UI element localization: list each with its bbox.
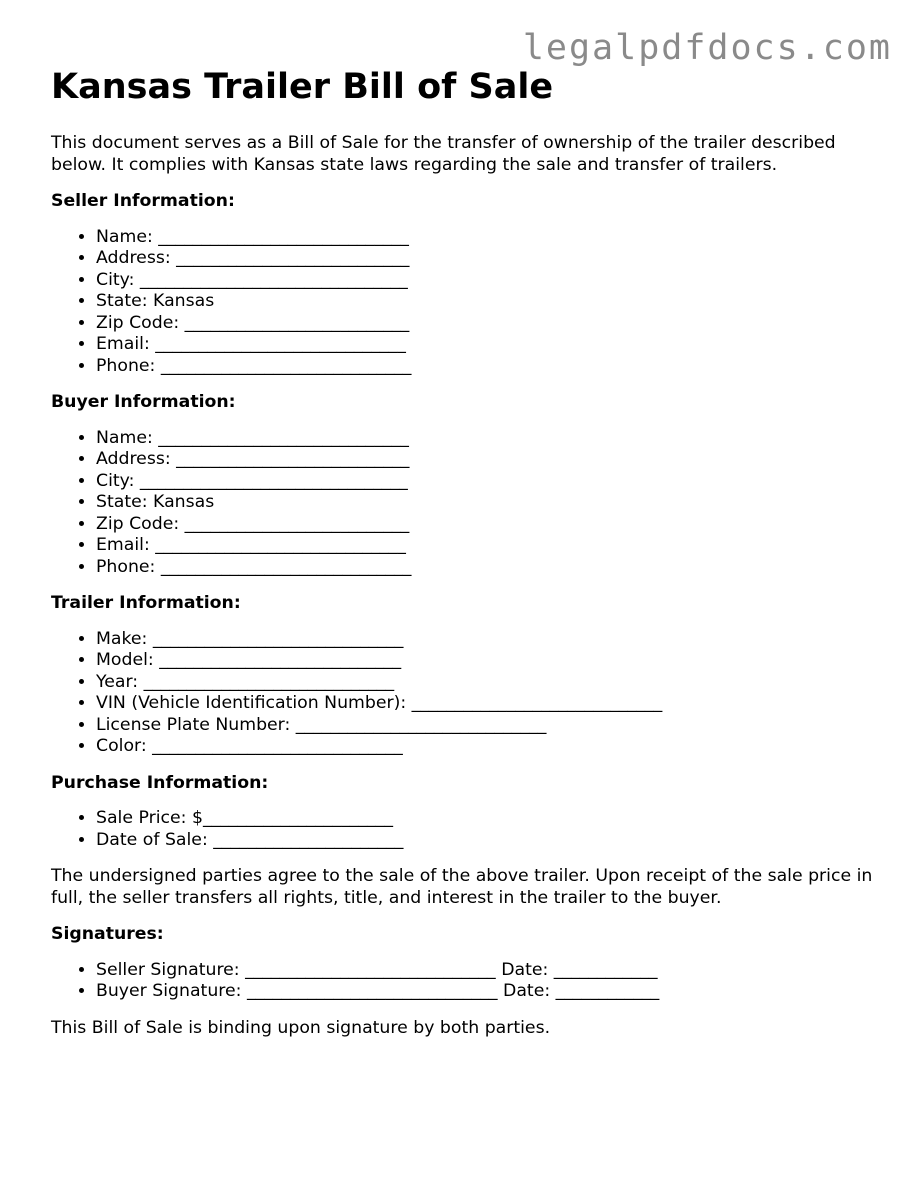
trailer-list: [51, 629, 891, 758]
seller-list: [51, 227, 891, 378]
signatures-heading: Signatures:: [51, 924, 164, 944]
document-page: [51, 64, 891, 1039]
buyer-email-field[interactable]: • Email: _____________________________: [96, 535, 891, 557]
buyer-list: [51, 428, 891, 579]
buyer-name-field[interactable]: • Name: _____________________________: [96, 428, 891, 450]
trailer-plate-field[interactable]: • License Plate Number: _____________________________: [96, 715, 891, 737]
watermark: legalpdfdocs.com: [522, 28, 892, 68]
seller-city-field[interactable]: • City: _______________________________: [96, 270, 891, 292]
seller-email-field[interactable]: • Email: _____________________________: [96, 334, 891, 356]
trailer-heading: Trailer Information:: [51, 593, 241, 613]
purchase-heading: Purchase Information:: [51, 772, 269, 793]
buyer-zip-field[interactable]: • Zip Code: __________________________: [96, 514, 891, 536]
seller-phone-field[interactable]: • Phone: _____________________________: [96, 356, 891, 378]
intro-paragraph: This document serves as a Bill of Sale for the transfer of ownership of the trailer described below. It complies with Kansas state laws regarding the sale and transfer of trailers.: [51, 133, 836, 175]
trailer-model-field[interactable]: • Model: ____________________________: [96, 650, 891, 672]
buyer-signature-field[interactable]: • Buyer Signature: _____________________________ Date: ____________: [96, 981, 891, 1003]
seller-heading: Seller Information:: [51, 191, 235, 211]
seller-signature-field[interactable]: • Seller Signature: _____________________________ Date: ____________: [96, 960, 891, 982]
trailer-vin-field[interactable]: • VIN (Vehicle Identification Number): _____________________________: [96, 693, 891, 715]
seller-state-field: • State: Kansas: [96, 291, 891, 313]
buyer-phone-field[interactable]: • Phone: _____________________________: [96, 557, 891, 579]
agreement-paragraph: The undersigned parties agree to the sale of the above trailer. Upon receipt of the sale price in full, the seller transfers all rights, title, and interest in the trailer to the buyer.: [51, 866, 873, 908]
trailer-make-field[interactable]: • Make: _____________________________: [96, 629, 891, 651]
page-title: Kansas Trailer Bill of Sale: [51, 67, 554, 107]
seller-name-field[interactable]: • Name: _____________________________: [96, 227, 891, 249]
seller-zip-field[interactable]: • Zip Code: __________________________: [96, 313, 891, 335]
buyer-address-field[interactable]: • Address: ___________________________: [96, 449, 891, 471]
trailer-year-field[interactable]: • Year: _____________________________: [96, 672, 891, 694]
seller-address-field[interactable]: • Address: ___________________________: [96, 248, 891, 270]
buyer-city-field[interactable]: • City: _______________________________: [96, 471, 891, 493]
buyer-heading: Buyer Information:: [51, 392, 236, 412]
sale-price-field[interactable]: • Sale Price: $______________________: [96, 808, 891, 830]
purchase-list: [51, 808, 891, 851]
signatures-list: [51, 960, 891, 1003]
closing-paragraph: This Bill of Sale is binding upon signature by both parties.: [51, 1017, 551, 1038]
sale-date-field[interactable]: • Date of Sale: ______________________: [96, 830, 891, 852]
trailer-color-field[interactable]: • Color: _____________________________: [96, 736, 891, 758]
buyer-state-field: • State: Kansas: [96, 492, 891, 514]
